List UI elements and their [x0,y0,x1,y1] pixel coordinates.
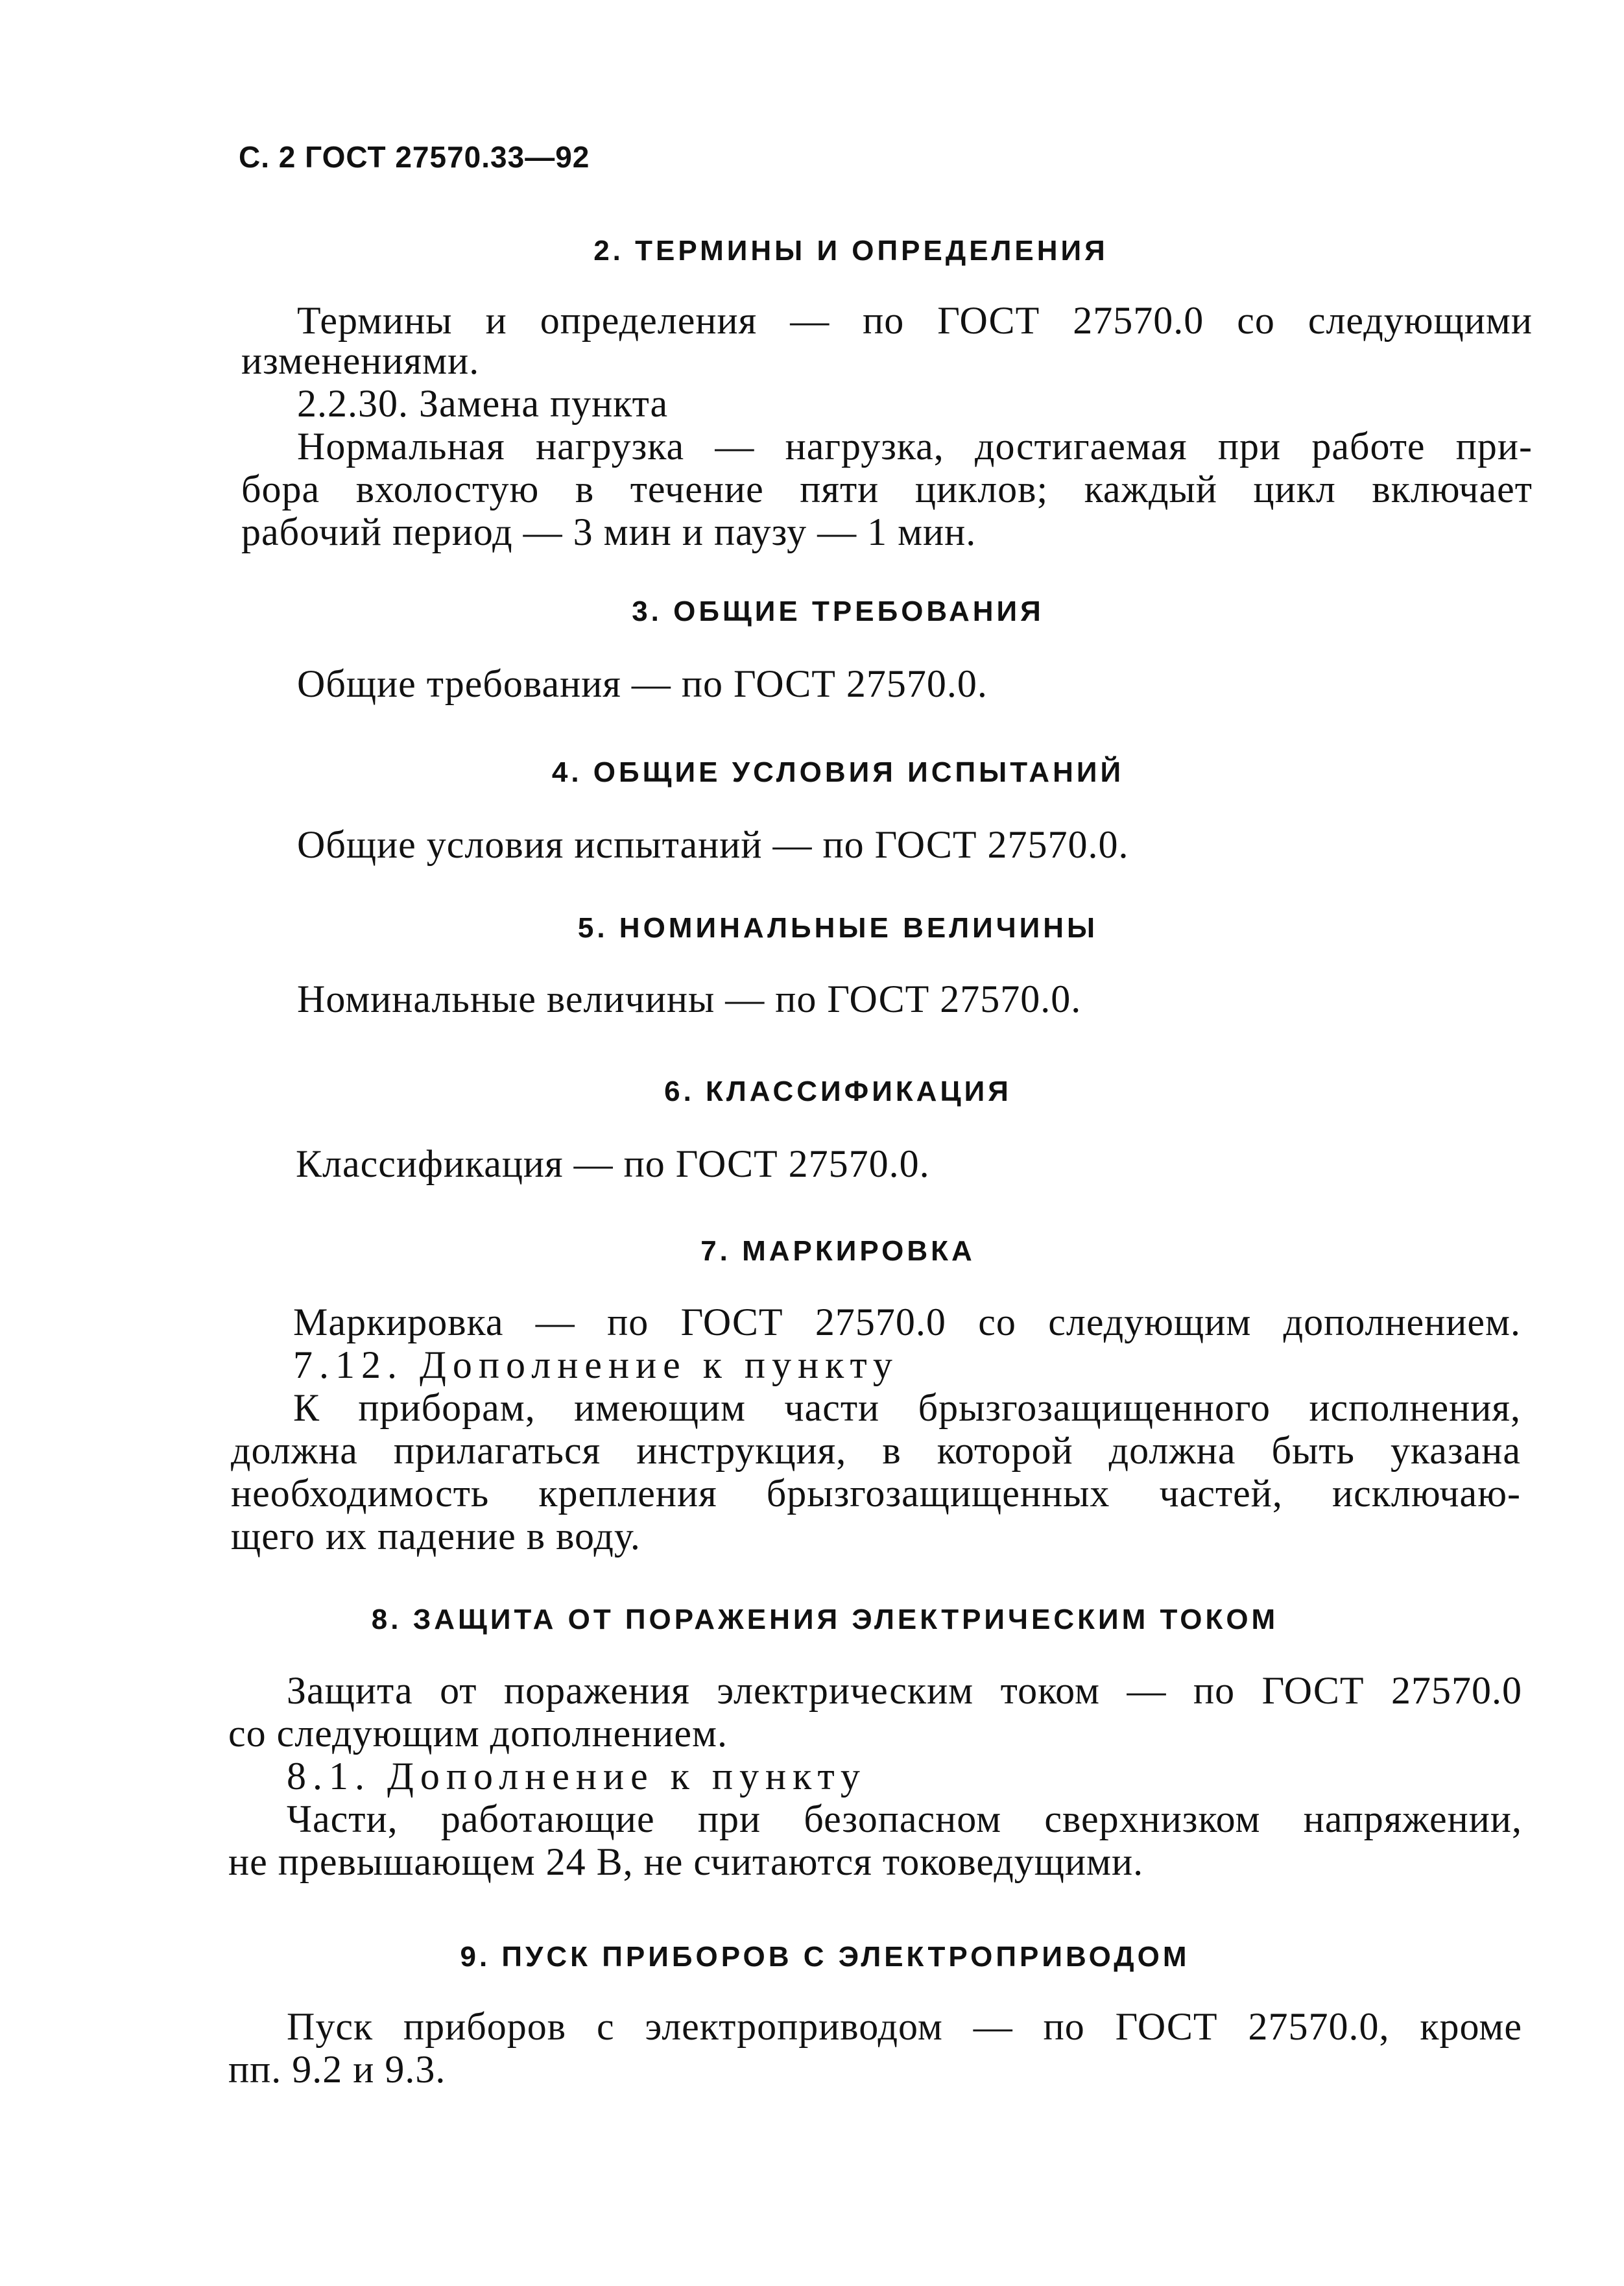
section-8-line-5: не превышающем 24 В, не считаются токоведущими. [228,1840,1144,1883]
section-9-line-1: Пуск приборов с электроприводом — по ГОСТ 27570.0, кроме [287,2005,1522,2048]
section-9-line-2: пп. 9.2 и 9.3. [228,2048,446,2091]
section-9-heading: 9. ПУСК ПРИБОРОВ С ЭЛЕКТРОПРИВОДОМ [460,1941,1190,1973]
section-7-line-3: К приборам, имеющим части брызгозащищенного исполнения, [293,1386,1521,1429]
section-2-line-1: Термины и определения — по ГОСТ 27570.0 со следующими [297,299,1533,342]
section-2-line-5: бора вхолостую в течение пяти циклов; каждый цикл включает [241,468,1533,511]
section-8-line-1: Защита от поражения электрическим током — по ГОСТ 27570.0 [287,1669,1522,1712]
section-2-line-6: рабочий период — 3 мин и паузу — 1 мин. [241,511,977,553]
section-3-line-1: Общие требования — по ГОСТ 27570.0. [297,662,988,705]
section-4-line-1: Общие условия испытаний — по ГОСТ 27570.0. [297,823,1129,866]
section-2-line-4: Нормальная нагрузка — нагрузка, достигаемая при работе при- [297,425,1533,468]
section-2-line-3: 2.2.30. Замена пункта [297,382,669,425]
section-4-heading: 4. ОБЩИЕ УСЛОВИЯ ИСПЫТАНИЙ [551,756,1125,788]
section-5-line-1: Номинальные величины — по ГОСТ 27570.0. [297,978,1082,1020]
section-6-line-1: Классификация — по ГОСТ 27570.0. [296,1142,930,1185]
section-5-heading: 5. НОМИНАЛЬНЫЕ ВЕЛИЧИНЫ [577,912,1099,944]
section-6-heading: 6. КЛАССИФИКАЦИЯ [664,1076,1012,1107]
section-2-line-2: изменениями. [241,339,480,382]
section-7-line-6: щего их падение в воду. [231,1515,641,1558]
section-7-line-4: должна прилагаться инструкция, в которой должна быть указана [231,1429,1521,1472]
section-8-line-2: со следующим дополнением. [228,1712,728,1755]
section-8-heading: 8. ЗАЩИТА ОТ ПОРАЖЕНИЯ ЭЛЕКТРИЧЕСКИМ ТОКОМ [371,1604,1279,1635]
section-7-heading: 7. МАРКИРОВКА [700,1235,975,1267]
page-header: С. 2 ГОСТ 27570.33—92 [239,140,590,174]
section-7-line-5: необходимость крепления брызгозащищенных частей, исключаю- [231,1472,1521,1515]
section-2-heading: 2. ТЕРМИНЫ И ОПРЕДЕЛЕНИЯ [593,235,1108,267]
section-3-heading: 3. ОБЩИЕ ТРЕБОВАНИЯ [632,596,1044,627]
section-8-line-3: 8.1. Дополнение к пункту [287,1755,866,1798]
section-7-line-2: 7.12. Дополнение к пункту [293,1343,899,1386]
section-7-line-1: Маркировка — по ГОСТ 27570.0 со следующим дополнением. [293,1301,1521,1343]
section-8-line-4: Части, работающие при безопасном сверхнизком напряжении, [287,1798,1522,1840]
